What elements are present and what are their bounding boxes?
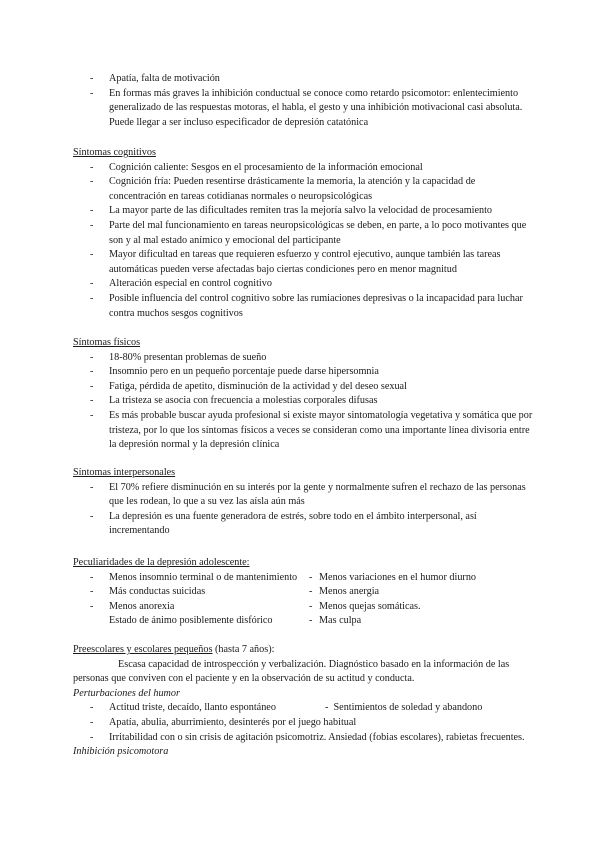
adolescente-section xyxy=(73,556,533,629)
list-item: - Menos insomnio terminal o de mantenimiento xyxy=(73,571,309,586)
preescolares-list xyxy=(73,701,533,745)
section-heading-cognitivos: Síntomas cognitivos xyxy=(73,147,156,158)
list-item: - Irritabilidad con o sin crisis de agitación psicomotriz. Ansiedad (fobias escolares), rabietas frecuentes. xyxy=(73,731,533,746)
cognitivos-section xyxy=(73,146,533,321)
list-item: - Menos variaciones en el humor diurno xyxy=(309,571,476,586)
cognitivos-list xyxy=(73,161,533,322)
list-item: - La depresión es una fuente generadora de estrés, sobre todo en el ámbito interpersonal, así incrementando xyxy=(73,510,533,539)
list-item: - Posible influencia del control cognitivo sobre las rumiaciones depresivas o la incapacidad para luchar contra muchos sesgos cognitivos xyxy=(73,292,533,321)
list-item: - Mas culpa xyxy=(309,614,476,629)
section-heading-preescolares xyxy=(73,643,533,658)
split-row xyxy=(109,701,533,716)
preescolares-paragraph: Escasa capacidad de introspección y verbalización. Diagnóstico basado en la información de las personas que conviven con el paciente y en la observación de su actitud y conducta. xyxy=(73,658,510,685)
list-item: - Cognición caliente: Sesgos en el procesamiento de la información emocional xyxy=(73,161,533,176)
adolescente-left-list xyxy=(73,571,309,629)
list-item: - El 70% refiere disminución en su interés por la gente y normalmente sufren el rechazo de las personas que les rodean, lo que a su vez las aísla aún más xyxy=(73,481,533,510)
fisicos-list xyxy=(73,351,533,453)
preescolares-heading-rest: (hasta 7 años): xyxy=(212,644,275,655)
section-heading-adolescente: Peculiaridades de la depresión adolescente: xyxy=(73,557,250,568)
adolescente-columns xyxy=(73,571,533,629)
list-item: - Menos quejas somáticas. xyxy=(309,600,476,615)
list-item: - Apatía, abulia, aburrimiento, desinterés por el juego habitual xyxy=(73,716,533,731)
list-item: - Menos anorexia xyxy=(73,600,309,615)
list-item: - La tristeza se asocia con frecuencia a molestias corporales difusas xyxy=(73,394,533,409)
list-item: - Cognición fría: Pueden resentirse drásticamente la memoria, la atención y la capacidad de concentración en tareas cotidianas normales o neuropsicológicas xyxy=(73,175,533,204)
list-item: - Parte del mal funcionamiento en tareas neuropsicológicas se deben, en parte, a lo poco motivantes que son y al mal estado anímico y emocional del participante xyxy=(73,219,533,248)
list-item: - Alteración especial en control cognitivo xyxy=(73,277,533,292)
subheading-perturbaciones: Perturbaciones del humor xyxy=(73,687,180,699)
intro-list xyxy=(73,72,533,130)
list-item: - Apatía, falta de motivación xyxy=(73,72,533,87)
interpersonales-section xyxy=(73,466,533,539)
preescolares-section xyxy=(73,643,533,760)
intro-section xyxy=(73,72,533,130)
list-item: - En formas más graves la inhibición conductual se conoce como retardo psicomotor: enlentecimiento generalizado de las respuestas motoras, el habla, el gesto y una inhibición motivacional casi absoluta. Puede llegar a ser incluso especificador de depresión catatónica xyxy=(73,87,533,131)
section-heading-fisicos: Síntomas físicos xyxy=(73,337,141,348)
interpersonales-list xyxy=(73,481,533,539)
row-left-text: - Actitud triste, decaído, llanto espontáneo xyxy=(109,702,276,714)
section-heading-interpersonales: Síntomas interpersonales xyxy=(73,467,176,478)
subheading-inhibicion: Inhibición psicomotora xyxy=(73,746,169,758)
list-item: Estado de ánimo posiblemente disfórico xyxy=(109,615,273,627)
list-item: - Insomnio pero en un pequeño porcentaje puede darse hipersomnia xyxy=(73,365,533,380)
list-item: - 18-80% presentan problemas de sueño xyxy=(73,351,533,366)
list-item: - La mayor parte de las dificultades remiten tras la mejoría salvo la velocidad de procesamiento xyxy=(73,204,533,219)
list-item: - Es más probable buscar ayuda profesional si existe mayor sintomatología vegetativa y somática que por tristeza, por lo que los síntomas físicos a veces se consideran como una importante línea divisoria entre la depresión normal y la depresión clínica xyxy=(73,409,533,453)
list-item xyxy=(73,701,533,716)
row-right-text: Sentimientos de soledad y abandono xyxy=(333,702,483,714)
adolescente-right-list xyxy=(309,571,476,629)
list-item: - Menos anergia xyxy=(309,585,476,600)
fisicos-section xyxy=(73,336,533,453)
preescolares-heading-underlined: Preescolares y escolares pequeños xyxy=(73,644,213,655)
list-item: - Fatiga, pérdida de apetito, disminución de la actividad y del deseo sexual xyxy=(73,380,533,395)
list-item: - Más conductas suicidas xyxy=(73,585,309,600)
list-item: - Mayor dificultad en tareas que requieren esfuerzo y control ejecutivo, aunque también las tareas automáticas pueden verse afectadas bajo ciertas condiciones pero en menor magnitud xyxy=(73,248,533,277)
row-right-dash: - xyxy=(325,702,334,714)
